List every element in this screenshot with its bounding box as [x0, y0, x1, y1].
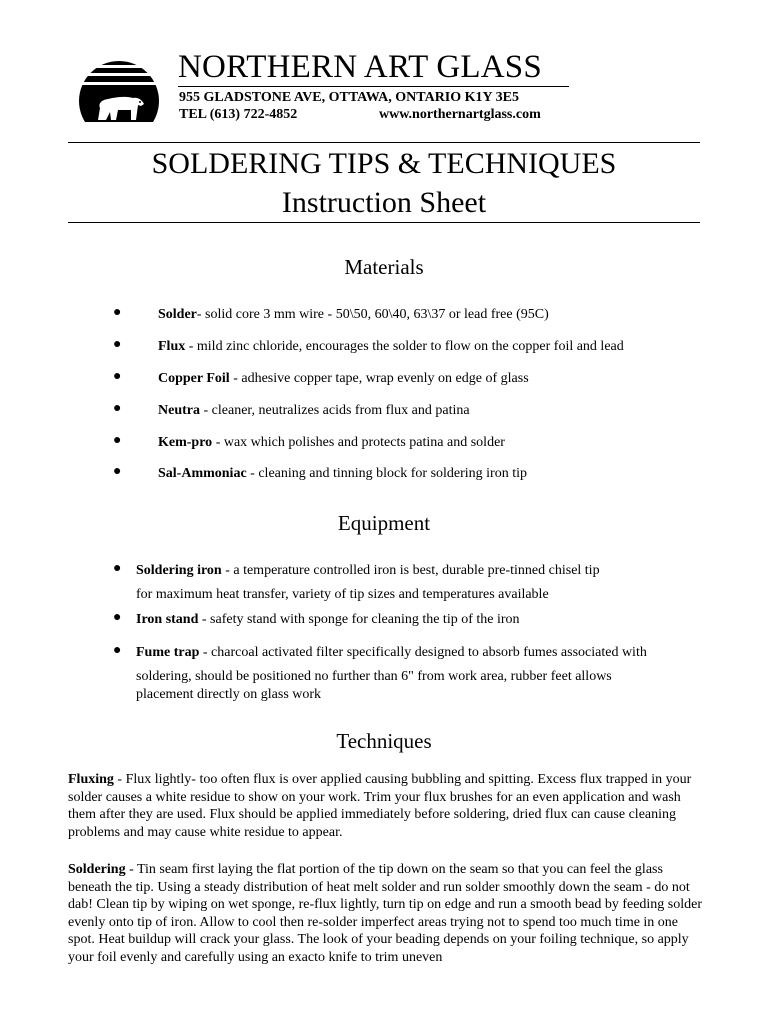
- material-desc: - wax which polishes and protects patina and solder: [212, 435, 505, 450]
- material-item-sal-ammoniac: [158, 464, 527, 484]
- equipment-desc: - a temperature controlled iron is best, durable pre-tinned chisel tip: [221, 563, 600, 578]
- equipment-desc-continued: soldering, should be positioned no further than 6" from work area, rubber feet allows: [136, 669, 612, 684]
- bullet-icon: ●: [113, 643, 122, 658]
- materials-heading: Materials: [344, 255, 424, 279]
- bullet-icon: ●: [113, 369, 122, 384]
- material-item-kem-pro: [158, 433, 505, 453]
- equipment-desc: - safety stand with sponge for cleaning the tip of the iron: [198, 612, 520, 627]
- material-desc: - adhesive copper tape, wrap evenly on edge of glass: [229, 371, 529, 386]
- bullet-icon: ●: [113, 337, 122, 352]
- equipment-item-iron-stand: [136, 610, 520, 630]
- document-subtitle: Instruction Sheet: [281, 186, 487, 219]
- technique-text: - Flux lightly- too often flux is over applied causing bubbling and spitting. Excess flux trapped in your solder causes a white residue to show on your work. Trim your flux brushes for an even application and wash them after they are used. Flux should be applied immediately before soldering, dried flux can cause cleaning problems and may cause white residue to appear.: [68, 772, 692, 840]
- material-term: Solder: [158, 307, 197, 322]
- equipment-desc-continued: placement directly on glass work: [136, 687, 322, 702]
- techniques-heading: Techniques: [336, 729, 432, 753]
- company-website-link[interactable]: www.northernartglass.com: [379, 107, 541, 122]
- material-item-neutra: [158, 401, 470, 421]
- material-item-copper-foil: [158, 369, 529, 389]
- material-item-flux: [158, 337, 624, 357]
- bullet-icon: ●: [113, 433, 122, 448]
- equipment-term: Soldering iron: [136, 563, 222, 578]
- material-desc: - solid core 3 mm wire - 50\50, 60\40, 63\37 or lead free (95C): [196, 307, 549, 322]
- technique-term: Fluxing: [68, 772, 114, 787]
- technique-paragraph-soldering: [68, 861, 708, 967]
- technique-text: - Tin seam first laying the flat portion of the tip down on the seam so that you can feel the glass beneath the tip. Using a steady distribution of heat melt solder and run solder smoothly down the seam - do not dab! Clean tip by wiping on wet sponge, re-flux lightly, turn tip on edge and run a smooth bead by feeding solder evenly onto tip of iron. Allow to cool then re-solder imperfect areas trying not to spend too much time in one spot. Heat buildup will crack your glass. The look of your beading depends on your foiling technique, so apply your foil evenly and carefully using an exacto knife to trim uneven: [68, 862, 703, 965]
- company-name-underline: [178, 86, 569, 87]
- material-term: Kem-pro: [158, 435, 213, 450]
- equipment-term: Iron stand: [136, 612, 199, 627]
- bullet-icon: ●: [113, 610, 122, 625]
- material-term: Copper Foil: [158, 371, 230, 386]
- material-term: Neutra: [158, 403, 200, 418]
- company-address: 955 GLADSTONE AVE, OTTAWA, ONTARIO K1Y 3E5: [179, 90, 519, 105]
- header-divider: [68, 142, 700, 143]
- equipment-desc-continued: for maximum heat transfer, variety of tip sizes and temperatures available: [136, 587, 549, 602]
- equipment-term: Fume trap: [136, 645, 200, 660]
- material-desc: - cleaner, neutralizes acids from flux and patina: [200, 403, 470, 418]
- material-desc: - cleaning and tinning block for soldering iron tip: [246, 466, 527, 481]
- polar-bear-logo-icon: [78, 60, 160, 127]
- equipment-item-soldering-iron: [136, 561, 600, 581]
- company-name: NORTHERN ART GLASS: [178, 49, 542, 85]
- equipment-heading: Equipment: [337, 511, 431, 535]
- equipment-item-fume-trap: [136, 643, 647, 663]
- bullet-icon: ●: [113, 305, 122, 320]
- material-term: Sal-Ammoniac: [158, 466, 247, 481]
- title-divider: [68, 222, 700, 223]
- bullet-icon: ●: [113, 464, 122, 479]
- material-term: Flux: [158, 339, 186, 354]
- bullet-icon: ●: [113, 401, 122, 416]
- material-desc: - mild zinc chloride, encourages the solder to flow on the copper foil and lead: [185, 339, 624, 354]
- technique-paragraph-fluxing: [68, 771, 708, 841]
- material-item-solder: [158, 305, 549, 325]
- technique-term: Soldering: [68, 862, 126, 877]
- document-title: SOLDERING TIPS & TECHNIQUES: [151, 147, 617, 180]
- bullet-icon: ●: [113, 561, 122, 576]
- company-phone: TEL (613) 722-4852: [179, 107, 298, 122]
- equipment-desc: - charcoal activated filter specifically designed to absorb fumes associated with: [199, 645, 647, 660]
